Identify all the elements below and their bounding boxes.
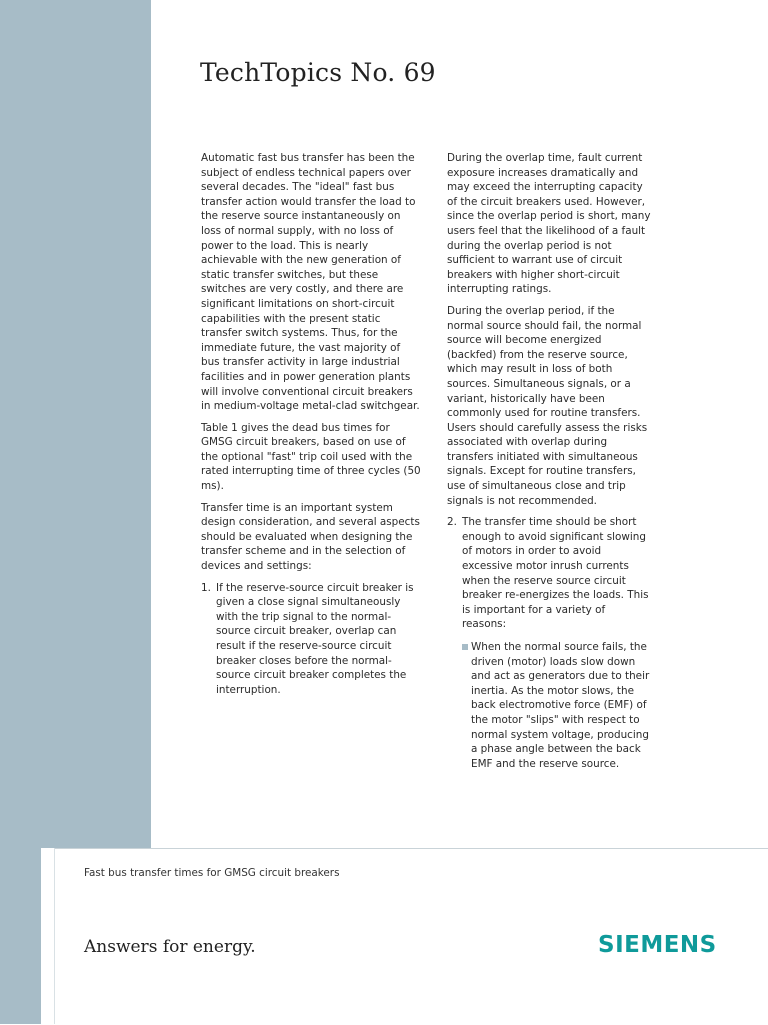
paragraph: During the overlap time, fault current exposure increases dramatically and may exceed the interrupting capacity of the circuit breakers used. However, since the overlap period is short, many users feel that the likelihood of a fault during the overlap period is not sufficient to warrant use of circuit breakers with higher short-circuit interrupting ratings. xyxy=(447,152,651,296)
tagline: Answers for energy. xyxy=(84,937,256,957)
numbered-item-2 xyxy=(447,515,652,771)
siemens-logo: SIEMENS xyxy=(598,932,717,958)
paragraph: During the overlap period, if the normal source should fail, the normal source will become energized (backfed) from the reserve source, which may result in loss of both sources. Simultaneous signals, or a variant, historically have been commonly used for routine transfers. Users should carefully assess the risks associated with overlap during transfers initiated with simultaneous signals. Except for routine transfers, use of simultaneous close and trip signals is not recommended. xyxy=(447,304,648,507)
item-text: If the reserve-source circuit breaker is given a close signal simultaneously with the trip signal to the normal-source circuit breaker, overlap can result if the reserve-source circuit breaker closes before the normal-source circuit breaker completes the interruption. xyxy=(216,581,414,696)
item-number: 2. xyxy=(447,516,457,529)
paragraph: Transfer time is an important system design consideration, and several aspects should be evaluated when designing the transfer scheme and in the selection of devices and settings: xyxy=(201,501,420,573)
numbered-item-1 xyxy=(201,581,421,698)
table-caption: Fast bus transfer times for GMSG circuit breakers xyxy=(84,867,340,879)
paragraph: Automatic fast bus transfer has been the subject of endless technical papers over several decades. The "ideal" fast bus transfer action would transfer the load to the reserve source instantaneously on loss of normal supply, with no loss of power to the load. This is nearly achievable with the new generation of static transfer switches, but these switches are very costly, and there are significant limitations on short-circuit capabilities with the present static transfer switch systems. Thus, for the immediate future, the vast majority of bus transfer activity in large industrial facilities and in power generation plants will involve conventional circuit breakers in medium-voltage metal-clad switchgear. xyxy=(201,152,420,413)
item-number: 1. xyxy=(201,581,211,594)
left-column xyxy=(201,151,421,704)
footer-divider xyxy=(41,848,55,1024)
page-title: TechTopics No. 69 xyxy=(200,58,436,87)
right-column xyxy=(447,151,652,778)
square-bullet-icon xyxy=(462,644,468,650)
bullet-text: When the normal source fails, the driven (motor) loads slow down and act as generators due to their inertia. As the motor slows, the back electromotive force (EMF) of the motor "slips" with respect to normal system voltage, producing a phase angle between the back EMF and the reserve source. xyxy=(471,641,650,770)
bullet-item xyxy=(462,640,652,771)
item-text: The transfer time should be short enough to avoid significant slowing of motors in order to avoid excessive motor inrush currents when the reserve source circuit breaker re-energizes the loads. This is important for a variety of reasons: xyxy=(462,516,649,631)
paragraph: Table 1 gives the dead bus times for GMSG circuit breakers, based on use of the optional "fast" trip coil used with the rated interrupting time of three cycles (50 ms). xyxy=(201,421,421,493)
